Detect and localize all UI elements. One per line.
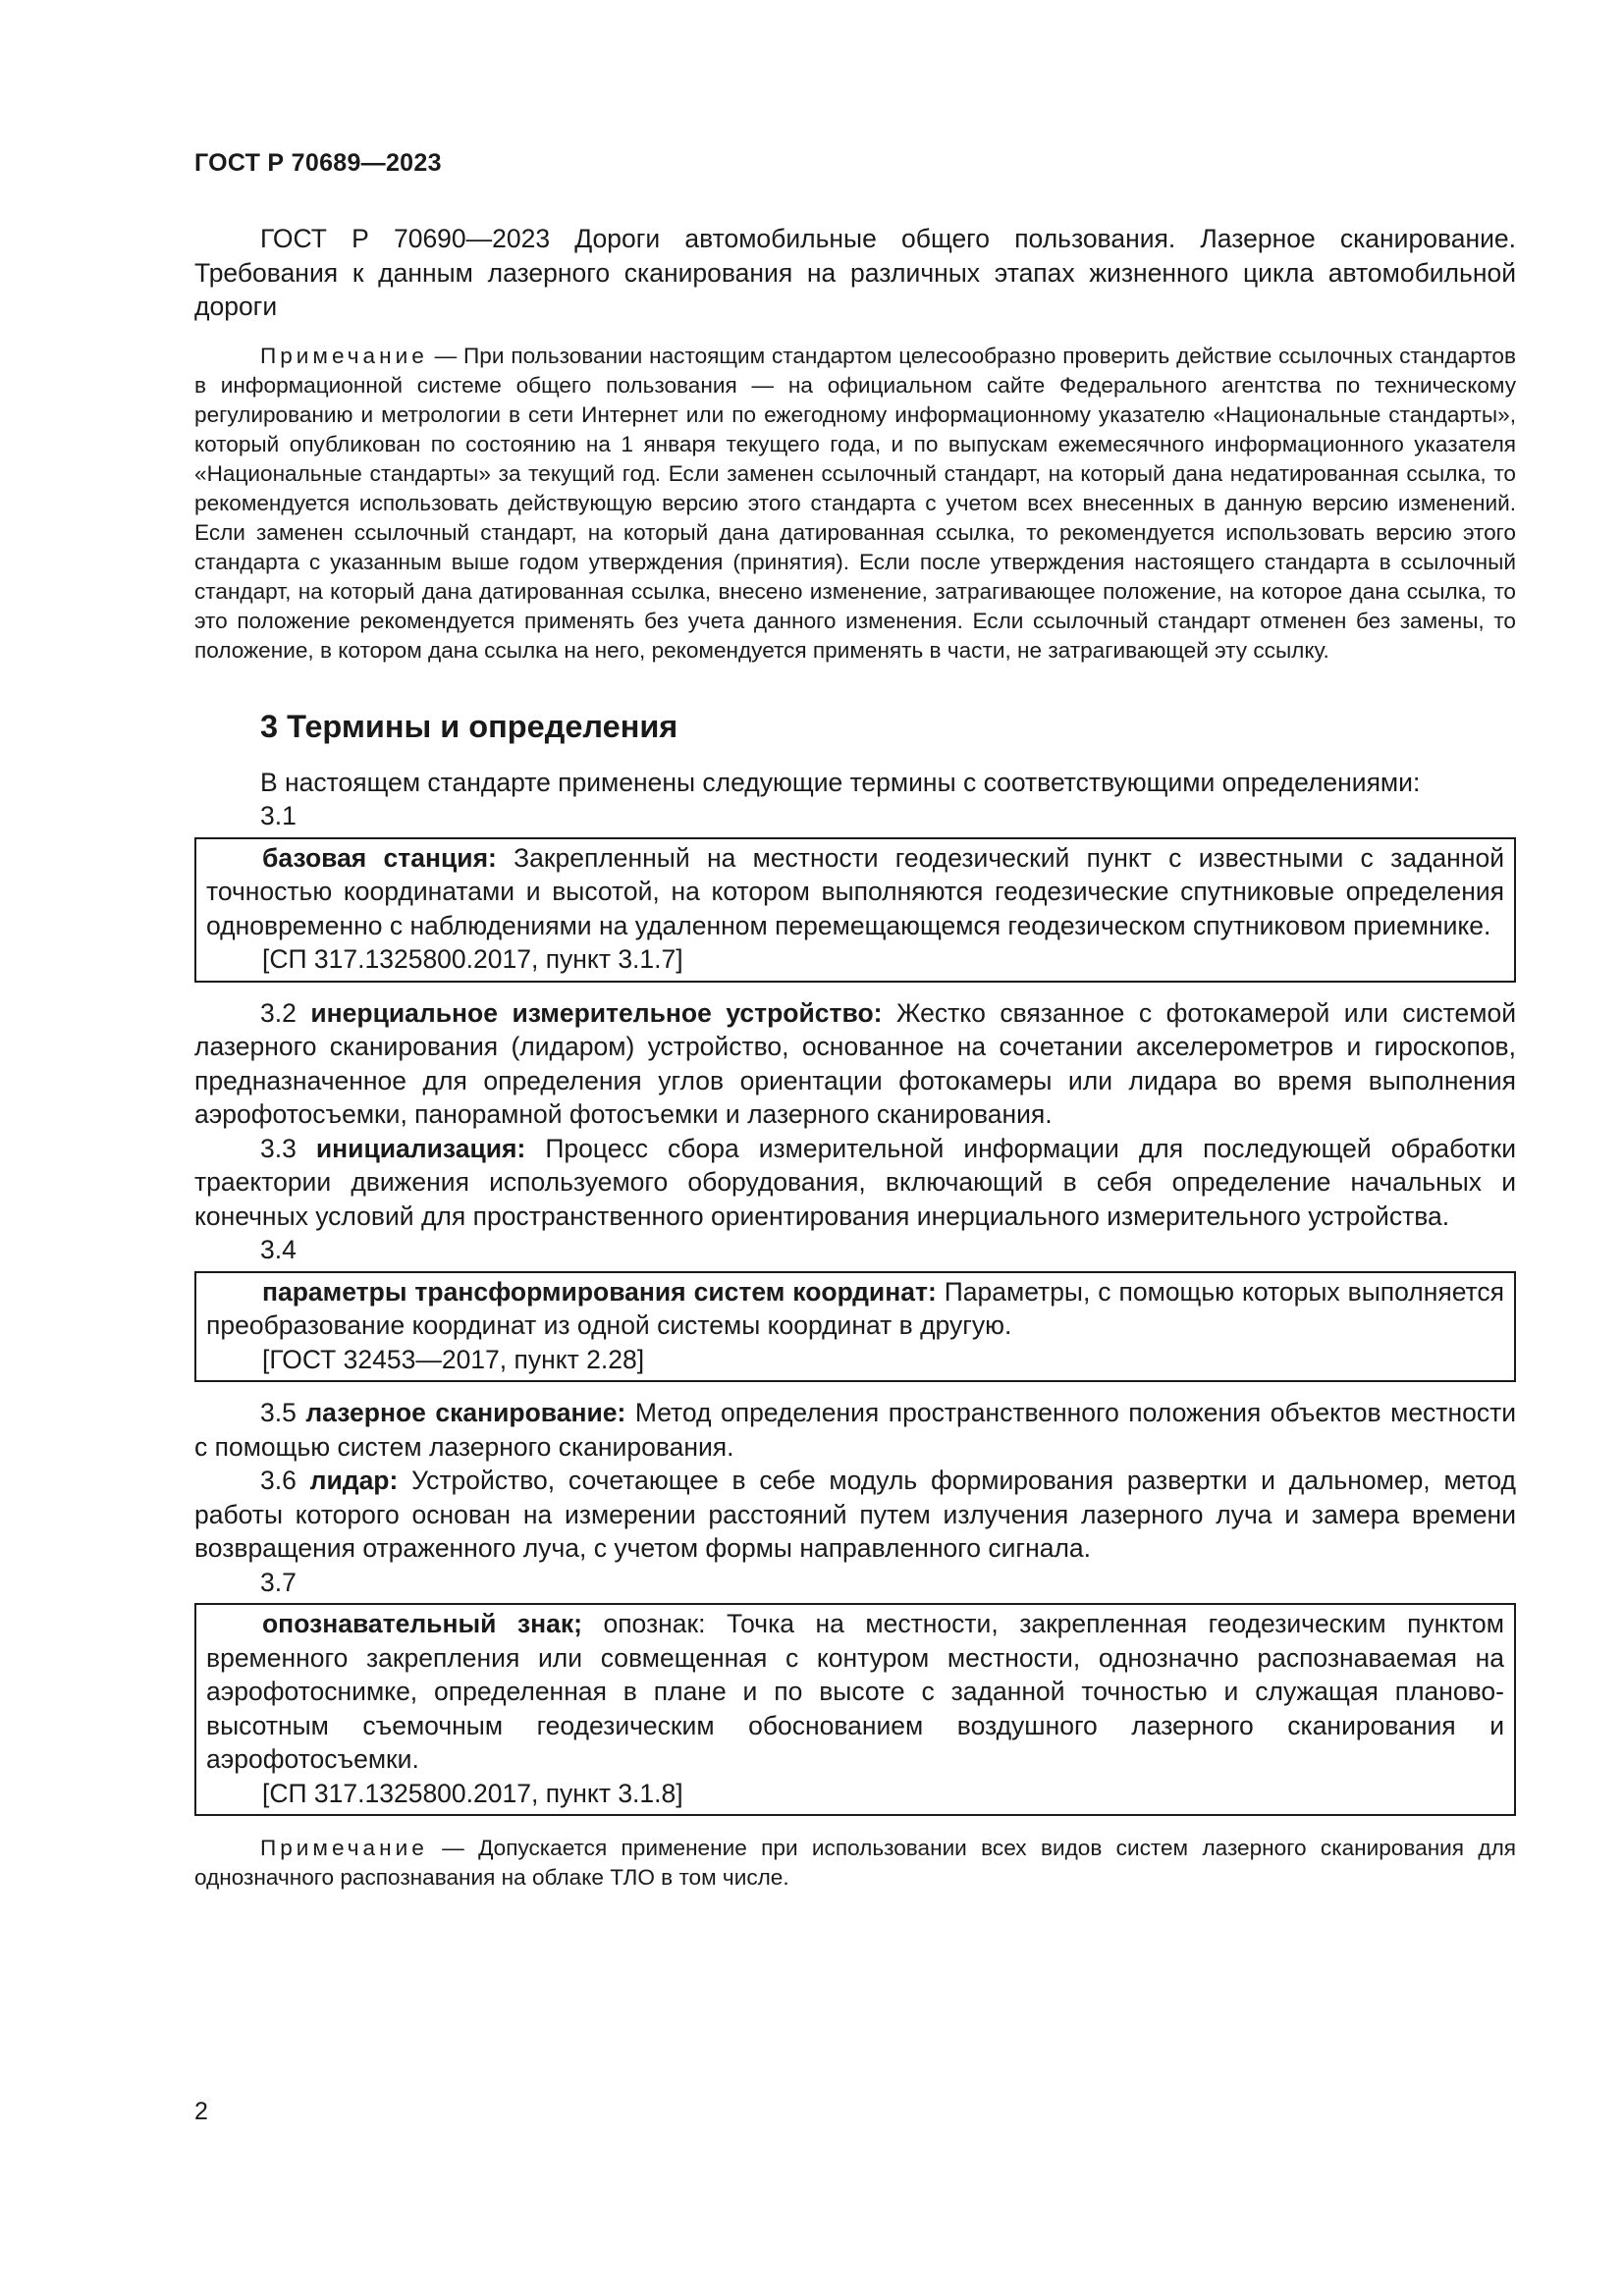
normative-reference-entry: ГОСТ Р 70690—2023 Дороги автомобильные общего пользования. Лазерное сканирование. Требования к данным лазерного сканирования на различных этапах жизненного цикла автомобильной дороги [194,224,1516,321]
term-number: 3.4 [260,1235,297,1264]
term-source: [СП 317.1325800.2017, пункт 3.1.8] [262,1778,683,1808]
term-number: 3.6 [260,1466,310,1495]
term-text: Метод определения пространственного положения объектов местности с помощью систем лазерного сканирования. [194,1398,1517,1462]
note-label: Примечание [260,343,428,368]
term-number: 3.3 [260,1133,316,1163]
term-name: инерциальное измерительное устройство: [310,997,883,1028]
term-number: 3.2 [260,997,311,1028]
term-text: Закрепленный на местности геодезический пункт с известными с заданной точностью координатами и высотой, на котором выполняются геодезические спутниковые определения одновременно с наблюдениями на удаленном перемещающемся геодезическом спутниковом приемнике. [206,842,1504,940]
term-definition [206,841,1504,943]
term-name: опознавательный знак; [262,1609,582,1638]
term-name: базовая станция: [262,842,497,873]
term-source: [СП 317.1325800.2017, пункт 3.1.7] [262,944,683,974]
term-definition [206,1275,1504,1343]
page-content [194,222,1516,1893]
section-title: 3 Термины и определения [260,708,678,744]
term-text: Жестко связанное с фотокамерой или системой лазерного сканирования (лидаром) устройство, основанное на сочетании акселерометров и гироскопов, предназначенное для определения углов ориентации фотокамеры или лидара во время выполнения аэрофотосъемки, панорамной фотосъемки и лазерного сканирования. [194,997,1517,1129]
term-box [194,1603,1516,1816]
term-definition [194,1132,1516,1234]
term-name: параметры трансформирования систем координат: [262,1276,937,1307]
note-text: — При пользовании настоящим стандартом целесообразно проверить действие ссылочных стандартов в информационной системе общего пользования — на официальном сайте Федерального агентства по техническому регулированию и метрологии в сети Интернет или по ежегодному информационному указателю «Национальные стандарты», который опубликован по состоянию на 1 января текущего года, и по выпускам ежемесячного информационного указателя «Национальные стандарты» за текущий год. Если заменен ссылочный стандарт, на который дана недатированная ссылка, то рекомендуется использовать действующую версию этого стандарта с учетом всех внесенных в данную версию изменений. Если заменен ссылочный стандарт, на который дана датированная ссылка, то рекомендуется использовать версию этого стандарта с указанным выше годом утверждения (принятия). Если после утверждения настоящего стандарта в ссылочный стандарт, на который дана датированная ссылка, внесено изменение, затрагивающее положение, на которое дана ссылка, то это положение рекомендуется применять без учета данного изменения. Если ссылочный стандарт отменен без замены, то положение, в котором дана ссылка на него, рекомендуется применять в части, не затрагивающей эту ссылку. [194,343,1516,663]
page-number: 2 [194,2098,208,2125]
term-definition [206,1607,1504,1777]
note-label: Примечание [260,1836,428,1860]
term-definition [194,1396,1516,1464]
term-definition [194,996,1516,1132]
term-name: инициализация: [315,1133,526,1163]
page-header-standard-id: ГОСТ Р 70689—2023 [194,149,442,177]
term-number: 3.5 [260,1398,306,1427]
term-text: Процесс сбора измерительной информации для последующей обработки траектории движения используемого оборудования, включающий в себя определение начальных и конечных условий для пространственного ориентирования инерциального измерительного устройства. [194,1133,1517,1231]
term-text: опознак: Точка на местности, закрепленная геодезическим пунктом временного закрепления или совмещенная с контуром местности, однозначно распознаваемая на аэрофотоснимке, определенная в плане и по высоте с заданной точностью и служащая планово-высотным съемочным геодезическим обоснованием воздушного лазерного сканирования и аэрофотосъемки. [206,1609,1504,1774]
term-text: Устройство, сочетающее в себе модуль формирования развертки и дальномер, метод работы которого основан на измерении расстояний путем излучения лазерного луча и замера времени возвращения отраженного луча, с учетом формы направленного сигнала. [194,1466,1516,1563]
term-source: [ГОСТ 32453—2017, пункт 2.28] [262,1344,645,1374]
term-definition [194,1464,1516,1566]
term-text: Параметры, с помощью которых выполняется преобразование координат из одной системы координат в другую. [206,1276,1504,1340]
note-terms [194,1834,1516,1893]
note-normative-references [194,342,1516,666]
term-name: лазерное сканирование: [305,1398,626,1427]
section-intro: В настоящем стандарте применены следующие термины с соответствующими определениями: [260,767,1421,797]
term-number: 3.7 [260,1567,297,1597]
term-name: лидар: [309,1466,399,1495]
term-box [194,837,1516,983]
term-number: 3.1 [260,801,297,830]
term-box [194,1271,1516,1383]
note-text: — Допускается применение при использовании всех видов систем лазерного сканирования для однозначного распознавания на облаке ТЛО в том числе. [194,1836,1516,1890]
